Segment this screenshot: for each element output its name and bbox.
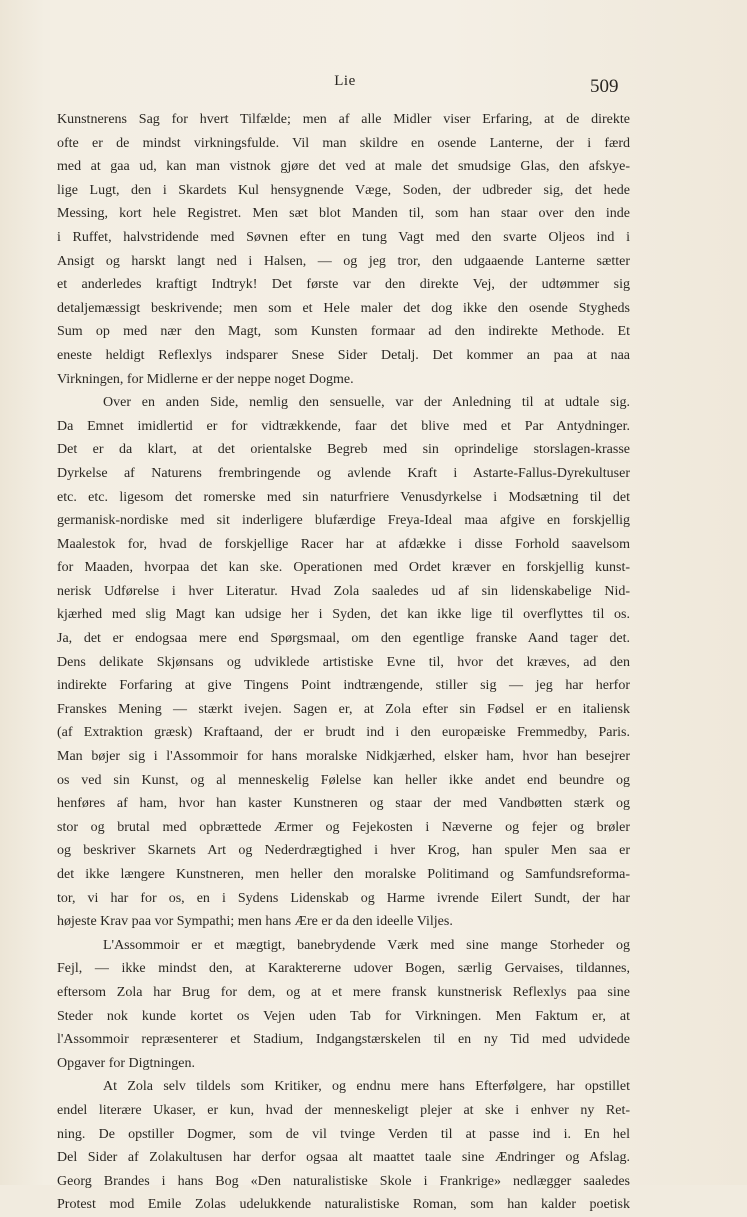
text-line: At Zola selv tildels som Kritiker, og endnu mere hans Efterfølgere, har opstillet [103, 1079, 630, 1095]
text-line: L'Assommoir er et mægtigt, banebrydende Værk med sine mange Storheder og [103, 937, 630, 953]
text-line: Over en anden Side, nemlig den sensuelle, var der Anledning til at udtale sig. [103, 395, 630, 411]
text-line: Dyrkelse af Naturens frembringende og avlende Kraft i Astarte-Fallus-Dyrekultuser [57, 465, 630, 481]
text-line: Georg Brandes i hans Bog «Den naturalistiske Skole i Frankrige» nedlægger saaledes [57, 1173, 630, 1189]
text-line: nerisk Udførelse i hver Literatur. Hvad Zola saaledes ud af sin lidenskabelige Nid- [57, 583, 630, 599]
text-line: Da Emnet imidlertid er for vidtrækkende, faar det blive med et Par Antydninger. [57, 418, 630, 434]
text-line: Fejl, — ikke mindst den, at Karaktererne udover Bogen, særlig Gervaises, tildannes, [57, 961, 630, 977]
text-line: ofte er de mindst virkningsfulde. Vil man skildre en osende Lanterne, der i færd [57, 135, 630, 151]
text-line: Del Sider af Zolakultusen har derfor ogsaa alt maattet taale sine Ændringer og Afslag. [57, 1150, 630, 1166]
text-line: Protest mod Emile Zolas udelukkende naturalistiske Roman, som han kalder poetisk [57, 1197, 630, 1213]
text-line: tor, vi har for os, en i Sydens Lidenskab og Harme ivrende Eilert Sundt, der har [57, 890, 630, 906]
text-line: ning. De opstiller Dogmer, som de vil tvinge Verden til at passe ind i. En hel [57, 1126, 630, 1142]
text-line: i Ruffet, halvstridende med Søvnen efter en tung Vagt med den svarte Oljeos ind i [57, 229, 630, 245]
text-line: endel literære Ukaser, er kun, hvad der menneskeligt plejer at ske i enhver ny Ret- [57, 1102, 630, 1118]
text-line: indirekte Forfaring at give Tingens Point indtrængende, stiller sig — jeg har herfor [57, 678, 630, 694]
text-line: (af Extraktion græsk) Kraftaand, der er brudt ind i den europæiske Fremmedby, Paris. [57, 725, 630, 741]
text-line: Messing, kort hele Registret. Men sæt blot Manden til, som han staar over den inde [57, 206, 630, 222]
text-line: kjærhed med slig Magt kan udsige her i Syden, det kan ikke lige til overflyttes til os. [57, 607, 630, 623]
text-line: l'Assommoir repræsenterer et Stadium, Indgangstærskelen til en ny Tid med udvidede [57, 1032, 630, 1048]
body-text [57, 108, 630, 1217]
running-header [0, 73, 747, 97]
text-line: os ved sin Kunst, og al menneskelig Følelse kan heller ikke andet end beundre og [57, 772, 630, 788]
text-line: henføres af ham, hvor han kaster Kunstneren og staar der med Vandbøtten stærk og [57, 796, 630, 812]
text-line: Ansigt og harskt langt ned i Halsen, — og jeg tror, den udgaaende Lanterne sætter [57, 253, 630, 269]
text-line: detaljemæssigt beskrivende; men som et Hele maler det dog ikke den osende Stygheds [57, 300, 630, 316]
text-line: med at gaa ud, kan man vistnok gjøre det ved at male det smudsige Glas, den afskye- [57, 159, 630, 175]
text-line: Franskes Mening — stærkt ivejen. Sagen er, at Zola efter sin Fødsel er en italiensk [57, 701, 630, 717]
text-line: Det er da klart, at det orientalske Begreb med sin oprindelige storslagen-krasse [57, 442, 630, 458]
text-line: Virkningen, for Midlerne er der neppe noget Dogme. [57, 371, 354, 387]
text-line: germanisk-nordiske med sit inderligere blufærdige Freya-Ideal maa afgive en forskjellig [57, 513, 630, 529]
text-line: højeste Krav paa vor Sympathi; men hans Ære er da den ideelle Viljes. [57, 914, 453, 930]
text-line: Opgaver for Digtningen. [57, 1055, 196, 1071]
text-line: Ja, det er endogsaa mere end Spørgsmaal, om den egentlige franske Aand tager det. [57, 631, 630, 647]
text-line: eftersom Zola har Brug for dem, og at et mere fransk kunstnerisk Reflexlys paa sine [57, 984, 630, 1000]
text-line: Sum op med nær den Magt, som Kunsten formaar ad den indirekte Methode. Et [57, 324, 630, 340]
running-title: Lie [334, 73, 356, 89]
text-line: eneste heldigt Reflexlys indsparer Snese Sider Detalj. Det kommer an paa at naa [57, 347, 630, 363]
text-line: stor og brutal med opbrættede Ærmer og Fejekosten i Næverne og fejer og brøler [57, 819, 630, 835]
text-line: Kunstnerens Sag for hvert Tilfælde; men af alle Midler viser Erfaring, at de direkte [57, 112, 630, 127]
text-line: Maalestok for, hvad de forskjellige Racer har at afdække i disse Forhold saavelsom [57, 536, 630, 552]
text-line: og beskriver Skarnets Art og Nederdrægtighed i hver Krog, han spuler Men saa er [57, 843, 630, 859]
text-line: Steder nok kunde kortet os Vejen uden Tab for Virkningen. Men Faktum er, at [57, 1008, 630, 1024]
text-line: for Maaden, hvorpaa det kan ske. Operationen med Ordet kræver en forskjellig kunst- [57, 560, 630, 576]
text-line: etc. etc. ligesom det romerske med sin naturfriere Venusdyrkelse i Modsætning til det [57, 489, 630, 505]
page-number: 509 [590, 76, 619, 97]
text-line: Dens delikate Skjønsans og udviklede artistiske Evne til, hvor det kræves, ad den [57, 654, 630, 670]
text-line: et anderledes kraftigt Indtryk! Det første var den direkte Vej, der udtømmer sig [57, 277, 630, 293]
text-line: det ikke længere Kunstneren, men heller den moralske Politimand og Samfundsreforma- [57, 867, 630, 882]
text-line: Man bøjer sig i l'Assommoir for hans moralske Nidkjærhed, elsker ham, hvor han besejrer [57, 749, 630, 765]
text-line: lige Lugt, den i Skardets Kul hensygnende Væge, Soden, der udbreder sig, det hede [57, 182, 630, 198]
